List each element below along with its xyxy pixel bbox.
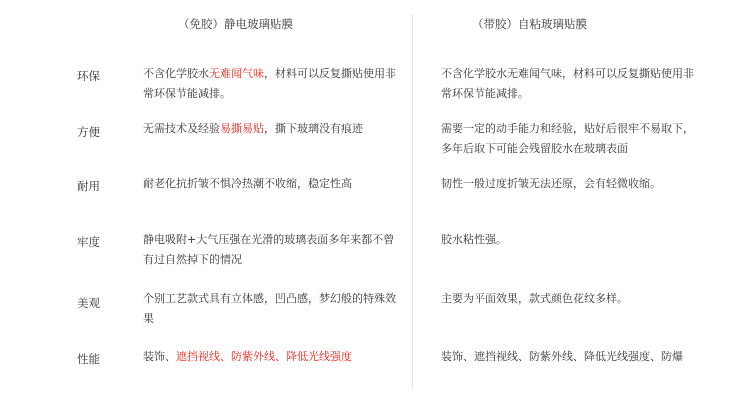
adhesive-film-cell: 主要为平面效果，款式颜色花纹多样。 — [441, 292, 628, 305]
cell-text: 装饰、 — [143, 350, 176, 363]
adhesive-film-cell: 胶水粘性强。 — [441, 233, 507, 246]
row-label-convenience: 方便 — [77, 125, 100, 139]
static-film-cell — [143, 289, 405, 329]
cell-text-highlight: 遮挡视线、防紫外线、降低光线强度 — [176, 350, 352, 363]
adhesive-film-cell: 需要一定的动手能力和经验，贴好后很牢不易取下，多年后取下可能会残留胶水在玻璃表面 — [441, 122, 694, 155]
row-label-performance: 性能 — [77, 352, 100, 366]
column-divider — [412, 14, 413, 389]
cell-text-highlight: 易撕易贴 — [220, 122, 264, 135]
cell-text: 无需技术及经验 — [143, 122, 220, 135]
static-film-cell — [143, 347, 405, 367]
adhesive-film-cell: 装饰、遮挡视线、防紫外线、降低光线强度、防爆 — [441, 350, 683, 363]
static-film-cell — [143, 64, 405, 104]
cell-text: ，材料可以反复撕贴使用非常环保节能减排。 — [143, 67, 396, 100]
static-film-cell — [143, 119, 405, 139]
static-film-cell — [143, 174, 405, 194]
static-film-cell — [143, 230, 405, 270]
cell-text-highlight: 无难闻气味 — [209, 67, 264, 80]
row-label-durability: 耐用 — [77, 179, 100, 193]
cell-text: 个别工艺款式具有立体感，凹凸感，梦幻般的特殊效果 — [143, 292, 396, 325]
row-label-appearance: 美观 — [77, 296, 100, 310]
static-film-header: （免胶）静电玻璃贴膜 — [178, 17, 293, 31]
adhesive-film-header: （带胶）自粘玻璃贴膜 — [472, 17, 587, 31]
cell-text: ，撕下玻璃没有痕迹 — [264, 122, 363, 135]
row-label-adhesion-strength: 牢度 — [77, 235, 100, 249]
row-label-environmental: 环保 — [77, 69, 100, 83]
adhesive-film-cell: 韧性一般过度折皱无法还原，会有轻微收缩。 — [441, 177, 661, 190]
cell-text: 静电吸附+大气压强在光滑的玻璃表面多年来都不曾有过自然掉下的情况 — [143, 233, 395, 266]
adhesive-film-cell: 不含化学胶水无难闻气味，材料可以反复撕贴使用非常环保节能减排。 — [441, 67, 694, 100]
cell-text: 不含化学胶水 — [143, 67, 209, 80]
cell-text: 耐老化抗折皱不惧冷热潮不收缩，稳定性高 — [143, 177, 352, 190]
